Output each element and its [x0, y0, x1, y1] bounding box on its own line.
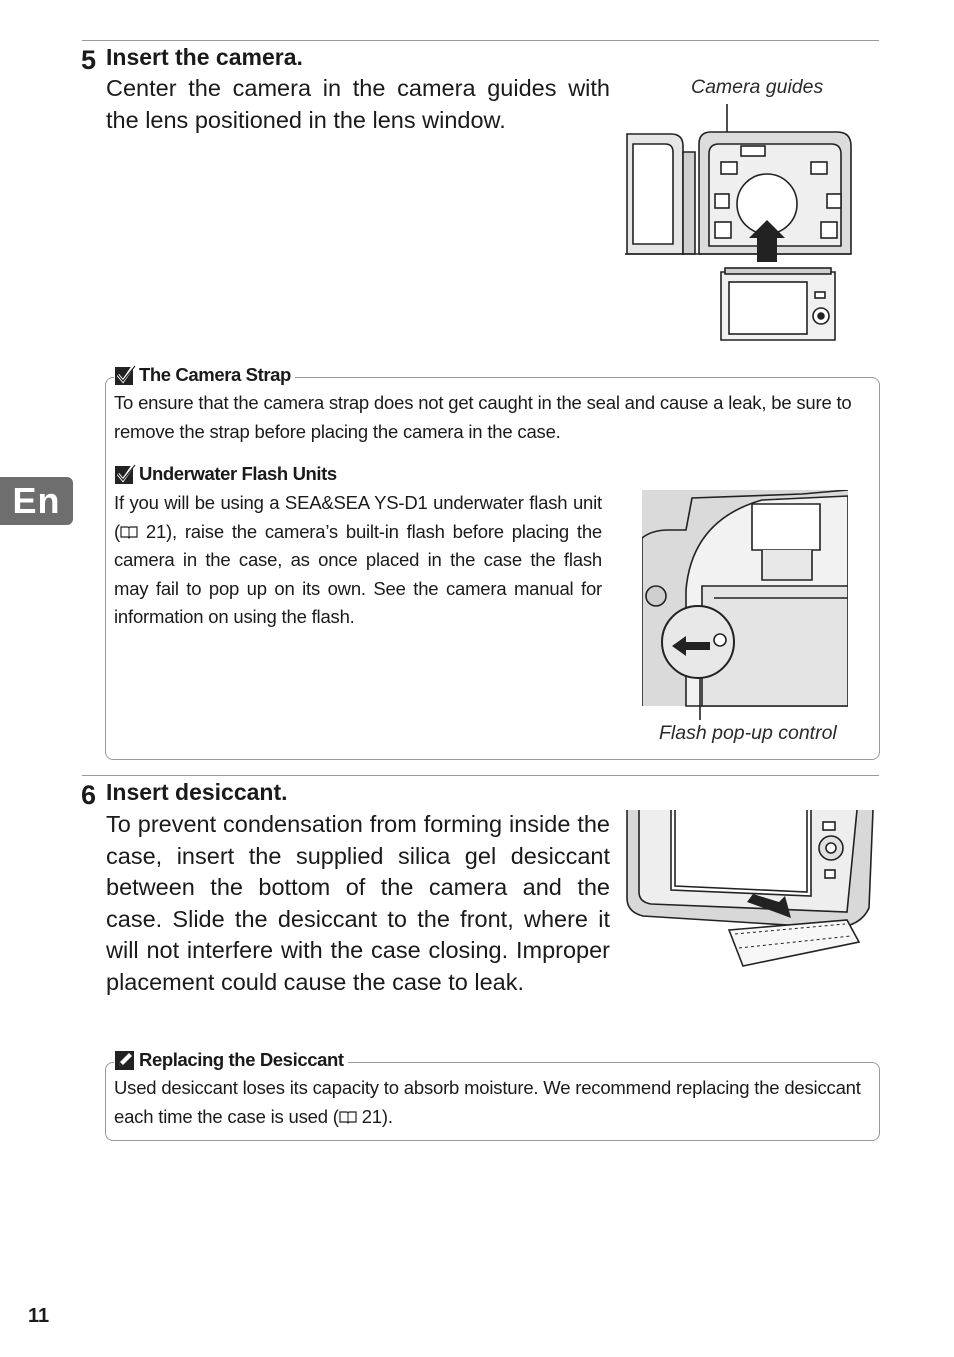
book-reference-icon — [120, 525, 138, 539]
desiccant-note-text-after: ). — [381, 1105, 393, 1127]
camera-strap-note-heading — [114, 363, 295, 387]
desiccant-insertion-figure — [625, 808, 875, 973]
flash-note-text-after: ), raise the camera’s built-in flash before placing the camera in the case, as once placed in the case the flash may fail to pop up on its own. See the camera manual for information on using the flash. — [114, 520, 602, 627]
desiccant-note-heading — [114, 1048, 348, 1072]
camera-strap-note-text: To ensure that the camera strap does not get caught in the seal and cause a leak, be sure to remove the strap before placing the camera in the case. — [114, 392, 852, 442]
desiccant-note-page-ref: 21 — [356, 1105, 382, 1127]
desiccant-note-text-before: Used desiccant loses its capacity to absorb moisture. We recommend replacing the desiccant each time the case is used ( — [114, 1077, 861, 1127]
flash-note-heading — [114, 462, 341, 486]
book-reference-icon — [339, 1110, 357, 1124]
flash-note-text-before: If you will be using a SEA&SEA YS-D1 underwater flash unit ( — [114, 492, 602, 542]
flash-popup-caption: Flash pop-up control — [659, 722, 837, 744]
flash-note-text — [114, 489, 602, 632]
language-tab: En — [0, 477, 73, 525]
camera-guides-caption: Camera guides — [691, 76, 824, 98]
pencil-note-icon — [114, 1049, 136, 1071]
checkmark-note-icon — [114, 463, 136, 485]
step-5-title: Insert the camera. — [106, 44, 303, 70]
flash-popup-figure — [642, 490, 848, 720]
flash-note-title: Underwater Flash Units — [139, 463, 337, 484]
step-5-body: Center the camera in the camera guides with the lens positioned in the lens window. — [106, 75, 610, 133]
desiccant-note-text — [114, 1074, 874, 1131]
page-number: 11 — [28, 1305, 50, 1327]
section-rule — [82, 775, 879, 776]
step-6-number: 6 — [81, 780, 97, 810]
step-5-number: 5 — [81, 45, 97, 75]
camera-insertion-figure — [625, 104, 865, 344]
flash-note-page-ref: 21 — [137, 520, 167, 542]
step-6-title: Insert desiccant. — [106, 779, 288, 805]
camera-strap-note-title: The Camera Strap — [139, 364, 291, 385]
checkmark-note-icon — [114, 364, 136, 386]
top-rule — [82, 40, 879, 41]
desiccant-note-title: Replacing the Desiccant — [139, 1049, 344, 1070]
step-6-body: To prevent condensation from forming inside the case, insert the supplied silica gel desiccant between the bottom of the camera and the case. Slide the desiccant to the front, where it will not interfere with the case closing. Improper placement could cause the case to leak. — [106, 811, 610, 995]
